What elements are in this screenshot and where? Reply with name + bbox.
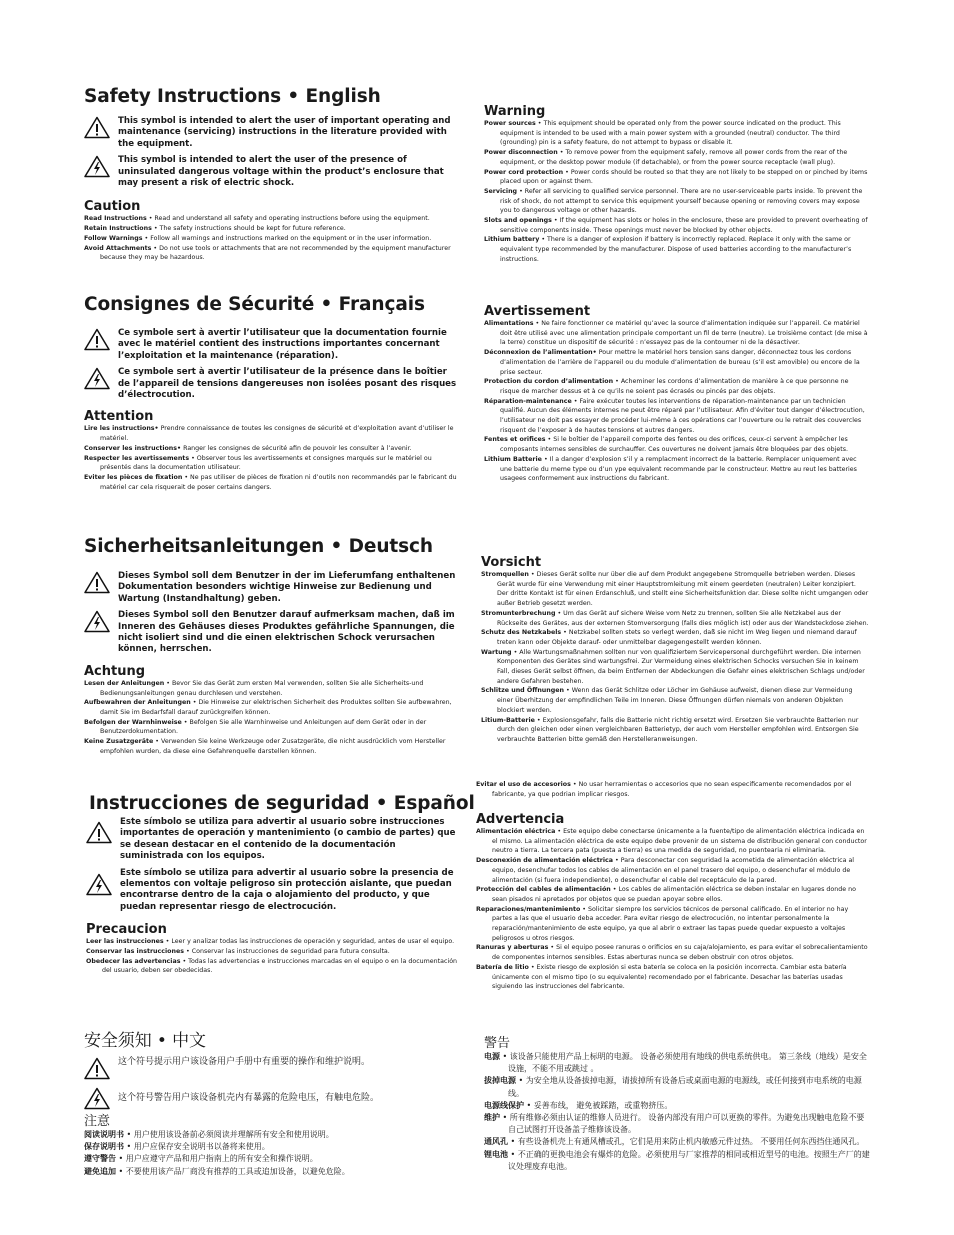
warning-triangle-icon [84,571,110,594]
item-text: • No usar herramientas o accesorios que no sean especificamente recomendados por el fabricante, ya que podrian implicar riesgos. [492,781,852,798]
item-text: • Power cords should be routed so that they are not likely to be stepped on or pinched by items placed upon or against them. [500,168,868,186]
list-item [476,827,868,856]
item-text: Pour mettre le matériel hors tension sans danger, déconnectez tous les cordons d’alimentation de l’arrière de l’appareil ou du module d’alimentation de bureau (s’il est amovible) ou encore de la prise secteur. [500,349,860,376]
item-term: Lesen der Anleitungen [84,679,165,687]
french-safety-section [84,294,460,492]
item-term: Protección del cables de alimentación [476,886,611,894]
list-item [84,737,462,756]
german-warning-heading: Vorsicht [481,555,542,570]
item-term: Obedecer las advertencias [86,957,181,965]
spanish-title: Instrucciones de seguridad • Español [89,793,475,814]
english-safety-section [84,86,460,263]
item-text: • Este equipo debe conectarse únicamente a la fuente/tipo de alimentación eléctrica indicada en el mismo. La alimentación eléctrica de este equipo debe provenir de un sistema de distribución general con conductor neutro a tierra. La tercera pata (puesta a tierra) es una medida de seguridad, no puentearia ni eliminaria. [492,828,867,855]
spanish-voltage-symbol-note [86,868,460,914]
spanish-warning-section [476,812,868,992]
english-title: Safety Instructions • English [84,86,381,107]
list-item [84,1166,464,1178]
spanish-caution-heading: Precaucion [86,922,167,938]
spanish-caution-symbol-text: Este símbolo se utiliza para advertir al usuario sobre instrucciones importantes de operación y mantenimiento (o cambio de partes) que se desean destacar en el contenido de la documentación suministrada con los equipos. [120,817,456,862]
item-term: Power cord protection [484,168,564,176]
spanish-warning-list [476,827,868,992]
list-item [484,119,868,148]
french-title: Consignes de Sécurité • Français [84,294,425,315]
item-term: Evitar el uso de accesorios [476,781,571,788]
list-item [476,905,868,944]
list-item [484,1136,872,1148]
item-text: • 用户应保存安全说明书以备将来使用。 [124,1142,270,1152]
item-text: • Read and understand all safety and operating instructions before using the equipment. [146,215,430,223]
list-item [484,168,868,187]
list-item [84,244,460,263]
item-text: • 为安全地从设备拔掉电源，请拔掉所有设备后或桌面电源的电源线，或任何接到市电系统的电源线。 [508,1076,862,1098]
german-caution-heading: Achtung [84,663,146,679]
item-text: • Todas las advertencias e instrucciones marcadas en el equipo o en la documentación del usuario, deben ser obedecidas. [102,957,458,975]
list-item [84,214,460,224]
item-text: • Ne faire fonctionner ce matériel qu’avec la source d’alimentation indiquée sur l’appareil. Ce matériel doit être utilisé avec une alimentation principale comportant un fil de terre (neutre). Le troisième contact (de mise à la terre) constitue un dispositif de sécurité : n’essayez pas de la contourner ni de la désactiver. [500,320,868,347]
item-term: Aufbewahren der Anleitungen [84,699,191,707]
item-text: • 该设备只能使用产品上标明的电源。 设备必须使用有地线的供电系统供电。 第三条线（地线）是安全设施，不能不用或跳过 。 [500,1052,867,1074]
list-item [484,455,868,484]
item-term: Power sources [484,120,536,127]
item-term: 拔掉电源 [484,1076,516,1086]
item-term: Déconnexion de l’alimentation• [484,349,597,357]
item-text: • Existe riesgo de explosión si esta batería se coloca en la posición incorrecta. Cambiar esta batería únicamente con el mismo tipo (o su equivalente) recomendado por el fabricante. Desachar las baterías usadas siguiendo las instrucciones del fabricante. [492,963,847,991]
list-item [476,943,868,962]
item-text: • Los cables de alimentación eléctrica se deben instalar en lugares donde no sean pisados ni apretados por objetos que se puedan apoyar sobre ellos. [492,886,856,903]
warning-triangle-icon [84,328,110,351]
list-item [84,679,462,698]
item-term: Respecter les avertissements [84,454,190,462]
item-term: Protection du cordon d’alimentation [484,378,614,386]
list-item [84,224,460,234]
list-item [481,686,869,715]
list-item [84,1141,464,1153]
french-caution-symbol-note [84,328,460,362]
item-term: Batería de litio [476,963,529,971]
item-term: Avoid Attachments [84,244,152,252]
german-title: Sicherheitsanleitungen • Deutsch [84,536,433,557]
list-item [84,718,462,737]
item-text: • Refer all servicing to qualified service personnel. There are no user-serviceable parts inside. To prevent the risk of shock, do not attempt to service this equipment yourself because opening or removing covers may expose you to dangerous voltage or other hazards. [500,187,863,215]
item-text: • 不要使用该产品厂商没有推荐的工具或追加设备，以避免危险。 [116,1166,350,1176]
item-text: • Observer tous les avertissements et consignes marqués sur le matériel ou présentés dans la documentation utilisateur. [100,454,432,472]
item-term: 锂电池 [484,1149,508,1159]
list-item [484,1149,872,1173]
list-item [481,609,869,628]
list-item [84,444,460,454]
electric-shock-icon [86,873,112,896]
french-warning-heading: Avertissement [484,304,591,319]
chinese-warning-heading: 警告 [484,1036,511,1051]
list-item [84,1129,464,1141]
item-text: • Wenn das Gerät Schlitze oder Löcher im Gehäuse aufweist, dienen diese zur Vermeidung einer Überhitzung der empfindlichen Teile im Inneren. Diese Öffnungen dürfen niemals von anderen Objekten blockiert werden. [497,687,853,714]
list-item [484,1051,872,1075]
item-text: • To remove power from the equipment safely, remove all power cords from the rear of the equipment, or the desktop power module (if detachable), or from the power source receptacle (wall plug). [500,149,848,166]
item-text: • Conservar las instrucciones de seguridad para futura consulta. [184,947,390,955]
english-warning-section [484,104,868,265]
list-item [86,947,460,957]
spanish-safety-section [86,793,475,976]
item-term: Schlitze und Öffnungen [481,687,565,695]
english-caution-list [84,214,460,263]
item-text: • 用户使用该设备前必须阅读并理解所有安全和使用说明。 [124,1130,334,1139]
list-item [484,1100,872,1112]
item-term: Fentes et orifices [484,436,546,444]
item-term: Power disconnection [484,149,558,157]
german-safety-section [84,536,462,756]
french-caution-symbol-text: Ce symbole sert à avertir l’utilisateur que la documentation fournie avec le matériel contient des instructions importantes concernant l’exploitation et la maintenance (réparation). [118,328,447,361]
item-text: • If the equipment has slots or holes in the enclosure, these are provided to prevent overheating of sensitive components inside. These openings must never be blocked by other objects. [500,217,868,234]
list-item [476,885,868,904]
chinese-caution-heading: 注意 [84,1114,111,1129]
chinese-title: 安全须知 • 中文 [84,1031,206,1051]
item-text: • 妥善布线， 避免被踩踏，或重物挤压。 [524,1100,673,1110]
item-term: Servicing [484,187,518,195]
item-text: • 所有维修必须由认证的维修人员进行。 设备内部没有用户可以更换的零件。为避免出现触电危险不要自己试图打开设备盖子维修该设备。 [500,1113,865,1135]
item-text: • Do not use tools or attachments that are not recommended by the equipment manufacturer because they may be hazardous. [100,244,451,262]
item-term: Schutz des Netzkabels [481,629,562,637]
warning-triangle-icon [84,1057,110,1080]
french-voltage-symbol-note [84,367,460,401]
german-voltage-symbol-text: Dieses Symbol soll den Benutzer darauf aufmerksam machen, daß im Inneren des Gehäuses dieses Produktes gefährliche Spannungen, die nicht isoliert sind und die einen elektrischen Schock verursachen können, herrschen. [118,610,455,655]
chinese-warning-list [484,1051,872,1173]
chinese-caution-symbol-note [84,1057,464,1081]
list-item [84,1153,464,1165]
item-term: Follow Warnings [84,234,143,242]
item-term: Lithium Batterie [484,455,542,463]
chinese-caution-symbol-text: 这个符号提示用户该设备用户手册中有重要的操作和维护说明。 [118,1057,371,1067]
chinese-safety-section [84,1026,464,1178]
list-item [484,216,868,235]
item-term: Read Instructions [84,215,147,223]
list-item [84,698,462,717]
item-text: • Netzkabel sollten stets so verlegt werden, daß sie nicht im Weg liegen und niemand darauf treten kann oder Objekte darauf- oder unmittelbar dagegengestellt werden können. [497,629,857,646]
list-item [484,377,868,396]
item-term: 电源 [484,1052,500,1061]
item-term: Conserver les instructions• [84,444,182,452]
item-term: Lithium battery [484,236,540,244]
item-text: • Para desconectar con seguridad la acometida de alimentación eléctrica al equipo, desenchufar todos los cables de alimentación en el panel trasero del equipo, o desenchufar el módulo de alimentación (si fuera independiente), o desenchufar el cable del receptáculo de la pared. [492,857,855,884]
item-term: Reparaciones/mantenimiento [476,905,581,913]
electric-shock-icon [84,367,110,390]
item-term: Lire les instructions• [84,425,159,433]
item-term: Alimentación eléctrica [476,828,556,835]
list-item [484,397,868,436]
item-text: • The safety instructions should be kept for future reference. [151,225,346,233]
list-item [484,235,868,264]
list-item [84,234,460,244]
item-text: • Die Hinweise zur elektrischen Sicherheit des Produktes sollten Sie aufbewahren, damit Sie im Bedarfsfall darauf zurückgreifen können. [100,699,452,716]
list-item [484,319,868,348]
chinese-voltage-symbol-note [84,1087,464,1111]
english-voltage-symbol-note [84,155,460,189]
item-text: • Um das Gerät auf sichere Weise vom Netz zu trennen, sollten Sie alle Netzkabel aus der Rückseite des Gerätes, aus der externen Stomversorgung (falls dies möglich ist) oder aus der Wandsteckdose ziehen. [497,609,869,627]
list-item [484,435,868,454]
english-caution-symbol-text: This symbol is intended to alert the user of important operating and maintenance (servicing) instructions in the literature provided with the equipment. [118,116,451,149]
item-text: • Ne pas utiliser de pièces de fixation ni d’outils non recommandés par le fabricant du matériel car cela risquerait de poser certains dangers. [100,473,457,491]
item-term: Leer las instrucciones [86,938,164,946]
list-item [484,148,868,167]
list-item [481,628,869,647]
french-voltage-symbol-text: Ce symbole sert à avertir l’utilisateur de la présence dans le boîtier de l’appareil de tensions dangereuses non isolées posant des risques d’électrocution. [118,367,457,401]
chinese-caution-list [84,1129,464,1178]
list-item [84,454,460,473]
list-item [86,957,460,976]
french-caution-heading: Attention [84,409,154,425]
item-text: • This equipment should be operated only from the power source indicated on the product. This equipment is intended to be used with a main power system with a grounded (neutral) conductor. The third (grounding) pin is a safety feature, do not attempt to bypass or disable it. [500,120,841,147]
item-text: • 不正确的更换电池会有爆炸的危险。必须使用与厂家推荐的相同或相近型号的电池。按照生产厂的建议处理废弃电池。 [508,1149,870,1171]
list-item [484,1112,872,1136]
electric-shock-icon [84,155,110,178]
item-term: Stromunterbrechung [481,609,556,617]
item-term: 维护 [484,1113,500,1123]
item-text: • Verwenden Sie keine Werkzeuge oder Zusatzgeräte, die nicht ausdrücklich vom Hersteller empfohlen wurden, da diese eine Gefahrenquelle darstellen können. [100,738,446,755]
english-voltage-symbol-text: This symbol is intended to alert the user of the presence of uninsulated dangerous voltage within the product’s enclosure that may present a risk of electric shock. [118,155,444,189]
item-term: Stromquellen [481,571,529,578]
item-term: 通风孔 [484,1137,508,1147]
item-term: 电源线保护 [484,1100,524,1110]
list-item [84,473,460,492]
spanish-extra-caution [476,780,868,799]
item-term: 阅读说明书 [84,1130,124,1139]
list-item [481,570,869,609]
german-voltage-symbol-note [84,610,462,656]
item-text: • Bevor Sie das Gerät zum ersten Mal verwenden, sollten Sie alle Sicherheits-und Bedienungsanleitungen genau durchlesen und verstehen. [100,679,424,697]
item-text: • There is a danger of explosion if battery is incorrectly replaced. Replace it only with the same or equivalent type recommended by the manufacturer. Dispose of used batteries according to the manufacturer’s instructions. [500,236,852,263]
item-text: • 用户应遵守产品和用户指南上的所有安全和操作说明。 [116,1154,318,1164]
item-text: • Solicitar siempre los servicios técnicos de personal calificado. En el interior no hay partes a las que el usuario deba acceder. Para evitar riesgo de electrocución, no intentar personalmente la reparación/mantenimiento de este equipo, ya que al abrir o extraer las tapas puede quedar expuesto a voltajes peligrosos u otros riesgos. [492,905,849,942]
english-caution-symbol-note [84,116,460,150]
english-warning-heading: Warning [484,104,546,119]
item-text: • Alle Wartungsmaßnahmen sollten nur von qualifiziertem Servicepersonal durchgeführt werden. Die internen Komponenten des Gerätes sind wartungsfrei. Zur Vermeidung eines elektrischen Schocks versuchen Sie in keinem Fall, dieses Gerät selbst öffnen, da beim Entfernen der Abdeckungen die Gefahr eines elektrischen Schlags und/oder andere Gefahren bestehen. [497,648,865,685]
item-text: • Si le boîtier de l’appareil comporte des fentes ou des orifices, ceux-ci servent à empêcher les composants internes sensibles de surchauffer. Ces ouvertures ne doivent jamais être bloquées par des objets. [500,436,849,454]
list-item [476,856,868,885]
spanish-warning-heading: Advertencia [476,812,565,827]
item-text: • Befolgen Sie alle Warnhinweise und Anleitungen auf dem Gerät oder in der Benutzerdokumentation. [100,718,427,736]
list-item [484,348,868,377]
warning-triangle-icon [84,116,110,139]
item-term: 遵守警告 [84,1154,116,1164]
item-term: Eviter les pièces de fixation [84,473,183,481]
item-text: Ranger les consignes de sécurité afin de pouvoir les consulter à l’avenir. [181,444,412,452]
electric-shock-icon [84,1087,110,1110]
item-term: 避免追加 [84,1166,116,1176]
item-text: • Si el equipo posee ranuras o orificios en su caja/alojamiento, es para evitar el sobrecalientamiento de componentes internos sensibles. Estas aberturas nunca se deben obstruir con otros objetos. [492,944,868,962]
item-text: Prendre connaissance de toutes les consignes de sécurité et d’exploitation avant d’utiliser le matériel. [100,425,454,443]
list-item [476,963,868,992]
item-term: Keine Zusatzgeräte [84,738,154,746]
item-text: • Follow all warnings and instructions marked on the equipment or in the user information. [142,234,432,242]
item-term: Wartung [481,648,512,656]
spanish-caution-item [476,780,868,799]
list-item [484,1075,872,1099]
warning-triangle-icon [86,821,112,844]
french-warning-list [484,319,868,484]
item-term: Befolgen der Warnhinweise [84,718,182,726]
french-warning-section [484,304,868,484]
item-term: Conservar las instrucciones [86,947,184,955]
french-caution-list [84,424,460,492]
list-item [484,187,868,216]
item-term: 保存说明书 [84,1142,124,1152]
item-term: Alimentations [484,320,534,327]
german-caution-symbol-note [84,571,462,605]
item-text: • Il a danger d’explosion s’il y a remplacment incorrect de la batterie. Remplacer uniquement avec une batterie du meme type ou d’un ype equivalent recommande par le constructeur. Mettre au reut les batteries usagees conformement aux instructions du fabricant. [500,455,857,483]
chinese-warning-section [484,1036,872,1173]
spanish-voltage-symbol-text: Este símbolo se utiliza para advertir al usuario sobre la presencia de elementos con voltaje peligroso sin protección aislante, que puedan encontrarse dentro de la caja o alojamiento del producto, y que puedan representar riesgo de electrocución. [120,867,454,912]
german-caution-symbol-text: Dieses Symbol soll dem Benutzer in der im Lieferumfang enthaltenen Dokumentation besonders wichtige Hinweise zur Bedienung und Wartung (Instandhaltung) geben. [118,571,456,604]
item-text: • 有些设备机壳上有通风槽或孔，它们是用来防止机内敏感元件过热。 不要用任何东西挡住通风孔。 [508,1137,865,1147]
item-term: Retain Instructions [84,225,152,233]
list-item [84,424,460,443]
item-text: • Leer y analizar todas las instrucciones de operación y seguridad, antes de usar el equipo. [163,938,455,946]
item-term: Litium-Batterie [481,716,535,724]
list-item [86,937,460,947]
electric-shock-icon [84,610,110,633]
spanish-caution-list [86,937,460,976]
german-caution-list [84,679,462,757]
english-caution-heading: Caution [84,199,141,215]
spanish-caution-symbol-note [86,817,460,863]
item-term: Ranuras y aberturas [476,944,549,952]
list-item [481,716,869,745]
german-warning-list [481,570,869,745]
item-text: • Explosionsgefahr, falls die Batterie nicht richtig ersetzt wird. Ersetzen Sie verbrauchte Batterien nur durch den gleichen oder einen vergleichbaren Batterietyp, der auch vom Hersteller empfohlen wird. Entsorgen Sie verbrauchte Batterien bitte gemäß den Herstelleranweisungen. [497,716,859,743]
item-text: • Dieses Gerät sollte nur über die auf dem Produkt angegebene Stromquelle betrieben werden. Dieses Gerät wurde für eine Verwendung mit einer Hauptstromleitung mit einem geerdeten (neutralen) Leiter konzipiert. Der dritte Kontakt ist für einen Erdanschluß, und stellt eine Sicherheitsfunktion dar. Diese sollte nicht umgangen oder außer Betrieb gesetzt werden. [497,571,869,608]
item-text: • Acheminer les cordons d’alimentation de manière à ce que personne ne risque de marcher dessus et à ce qu’ils ne soient pas écrasés ou pincés par des objets. [500,378,849,395]
english-warning-list [484,119,868,265]
item-text: • Faire exécuter toutes les interventions de réparation-maintenance par un technicien qualifié. Aucun des éléments internes ne peut être réparé par l’utilisateur. Afin d’éviter tout danger d’électrocution, l’utilisateur ne doit pas essayer de procéder lui-même à ces opérations car l’ouverture ou le retrait des couvercles risquent de l’exposer à de hautes tensions et autres dangers. [500,397,865,434]
chinese-voltage-symbol-text: 这个符号警告用户该设备机壳内有暴露的危险电压，有触电危险。 [118,1093,380,1103]
item-term: Desconexión de alimentación eléctrica [476,857,613,865]
german-warning-section [481,555,869,745]
item-term: Slots and openings [484,217,552,225]
item-term: Réparation-maintenance [484,397,572,405]
list-item [481,648,869,687]
